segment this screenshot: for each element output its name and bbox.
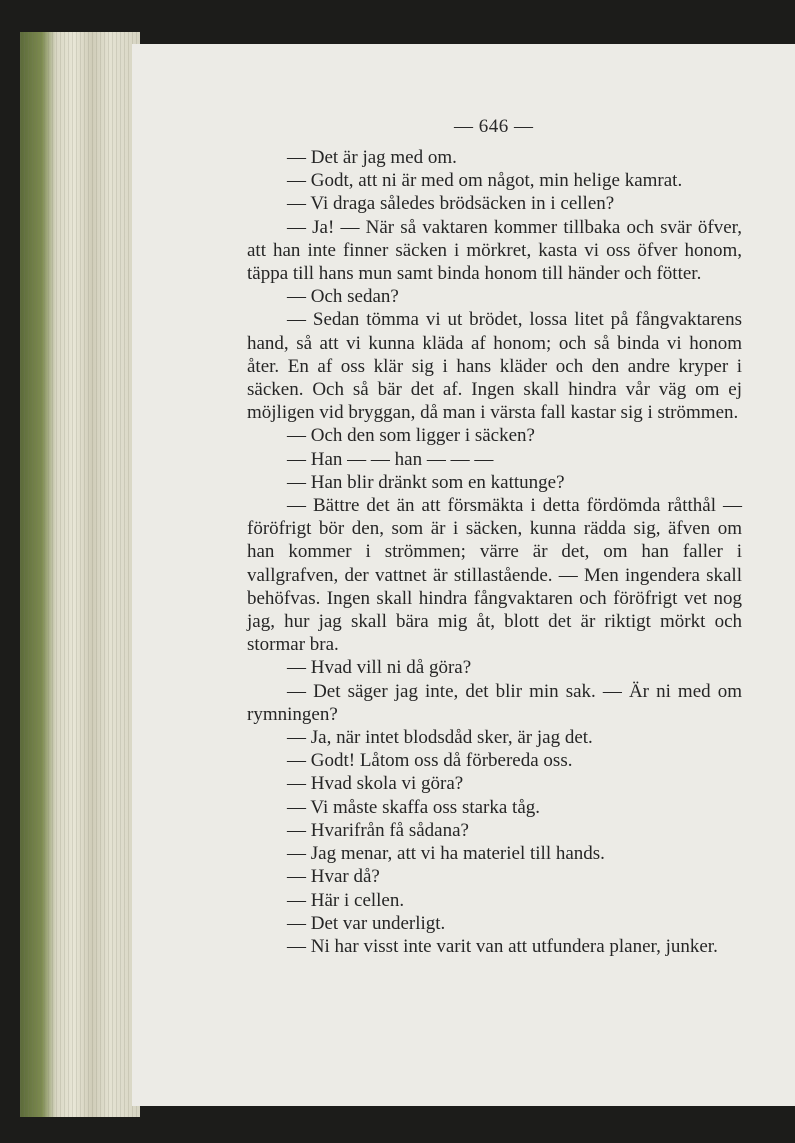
- paragraph: — Hvad vill ni då göra?: [287, 657, 472, 679]
- paragraph: — Här i cellen.: [287, 889, 405, 911]
- paragraph: — Och den som ligger i säcken?: [287, 425, 535, 447]
- paragraph: — Det var underligt.: [287, 912, 446, 934]
- paragraph: — Vi måste skaffa oss starka tåg.: [287, 796, 541, 818]
- paragraph: — Bättre det än att försmäkta i detta fördömda råtthål — föröfrigt bör den, som är i säcken, kunna rädda sig, äfven om han kommer i strömmen; värre är det, om han faller i vallgrafven, der vattnet är stillastående. — Men ingendera skall behöfvas. Ingen skall hindra fångvaktaren och föröfrigt vet nog jag, hur jag skall bära mig åt, blott det är riktigt mörkt och stormar bra.: [247, 495, 742, 656]
- paragraph: — Han — — han — — —: [287, 448, 494, 470]
- page-number: — 646 —: [454, 116, 534, 137]
- paragraph: — Godt, att ni är med om något, min helige kamrat.: [287, 170, 683, 192]
- paragraph: — Hvad skola vi göra?: [287, 773, 464, 795]
- paragraph: — Ni har visst inte varit van att utfundera planer, junker.: [287, 935, 718, 957]
- paragraph: — Hvar då?: [287, 866, 380, 888]
- paragraph: — Ja! — När så vaktaren kommer tillbaka och svär öfver, att han inte finner säcken i mörkret, kasta vi oss öfver honom, täppa till hans mun samt binda honom till händer och fötter.: [247, 216, 742, 285]
- paragraph: — Jag menar, att vi ha materiel till hands.: [287, 843, 605, 865]
- paragraph: — Han blir dränkt som en kattunge?: [287, 471, 565, 493]
- book-binding-edge: [20, 32, 140, 1117]
- paragraph: — Vi draga således brödsäcken in i cellen?: [287, 193, 615, 215]
- paragraph: — Det säger jag inte, det blir min sak. — Är ni med om rymningen?: [247, 680, 742, 725]
- paragraph: — Godt! Låtom oss då förbereda oss.: [287, 750, 573, 772]
- page-text: [247, 146, 742, 958]
- paragraph: — Det är jag med om.: [287, 147, 457, 168]
- paragraph: — Hvarifrån få sådana?: [287, 819, 469, 841]
- book-page: [132, 44, 795, 1106]
- paragraph: — Sedan tömma vi ut brödet, lossa litet på fångvaktarens hand, så att vi kunna kläda af honom; och så binda vi honom åter. En af oss klär sig i hans kläder och den andre kryper i säcken. Och så bär det af. Ingen skall hindra vår väg om ej möjligen vid bryggan, då man i värsta fall kastar sig i strömmen.: [247, 309, 742, 424]
- paragraph: — Och sedan?: [287, 286, 399, 308]
- paragraph: — Ja, när intet blodsdåd sker, är jag det.: [287, 727, 593, 749]
